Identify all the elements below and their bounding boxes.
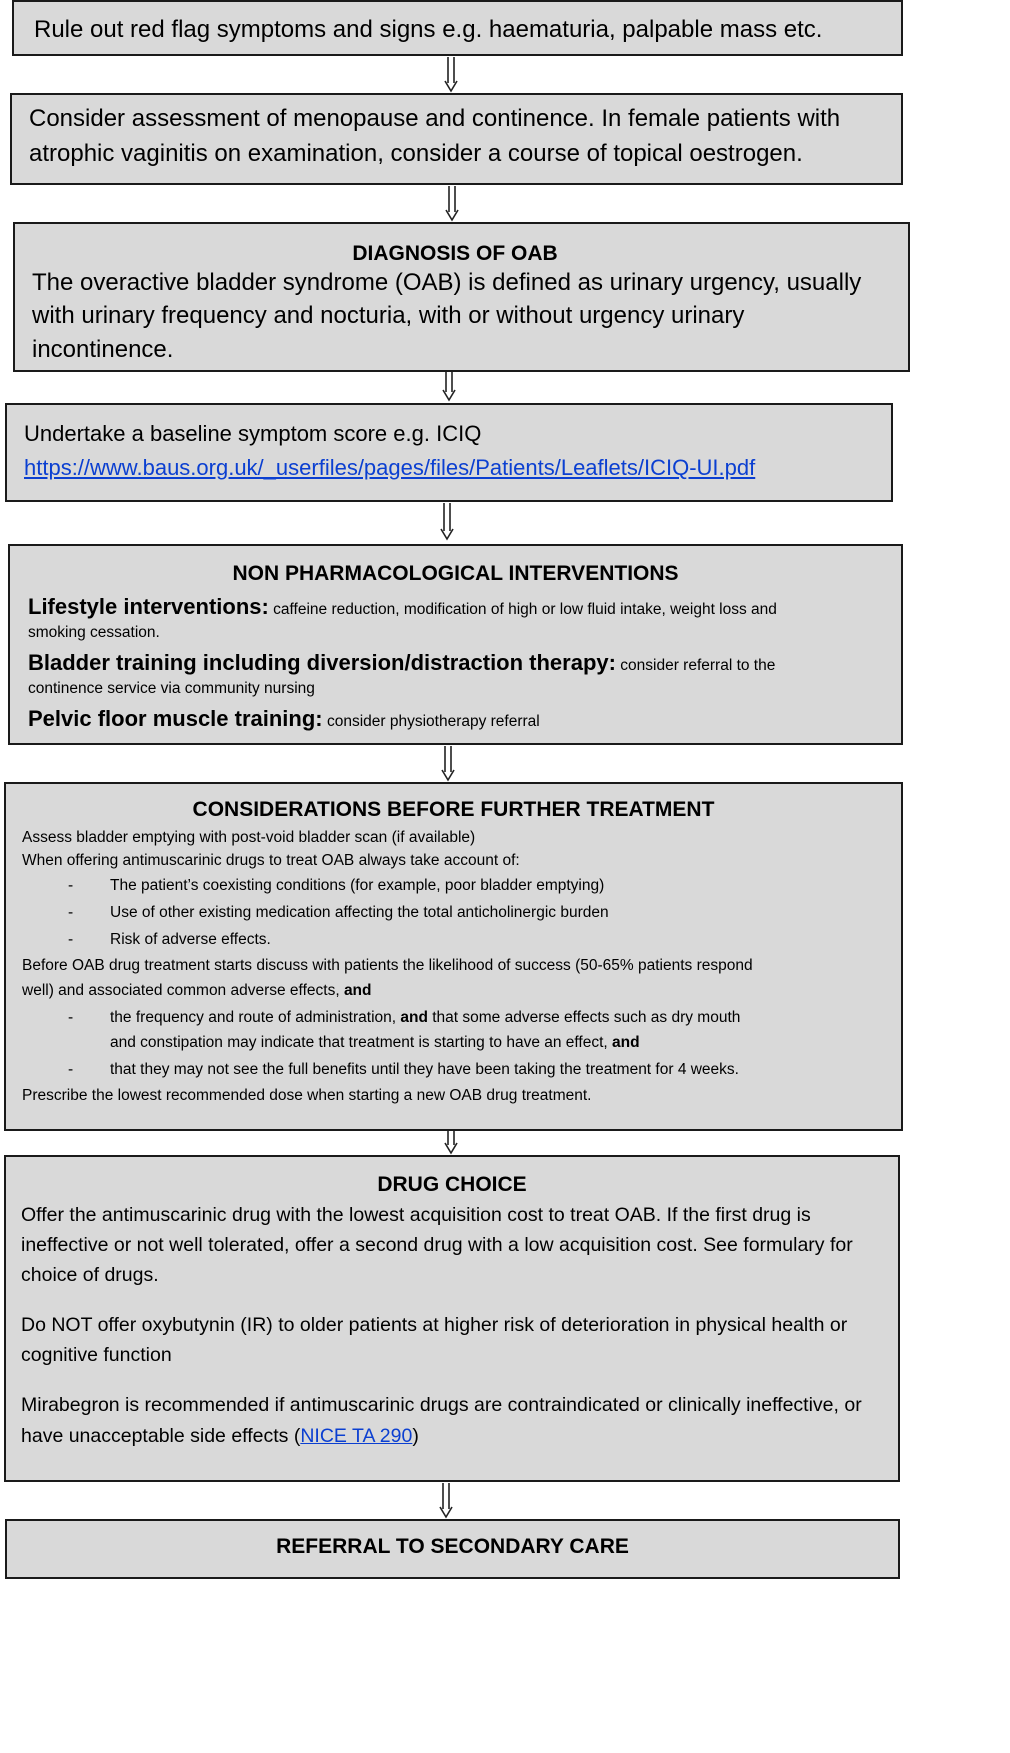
bullet-dash: -: [68, 931, 74, 948]
considerations-line1: Assess bladder emptying with post-void bladder scan (if available): [22, 829, 476, 846]
baseline-text: Undertake a baseline symptom score e.g. ICIQ: [24, 421, 482, 446]
pelvic-heading: Pelvic floor muscle training:: [28, 706, 323, 731]
diagnosis-title: DIAGNOSIS OF OAB: [352, 242, 558, 265]
step-non-pharmacological: [8, 544, 903, 745]
step-red-flags-text: Rule out red flag symptoms and signs e.g. haematuria, palpable mass etc.: [34, 16, 823, 43]
nonpharm-title: NON PHARMACOLOGICAL INTERVENTIONS: [232, 562, 679, 585]
drug-choice-p1-line1: Offer the antimuscarinic drug with the lowest acquisition cost to treat OAB. If the first drug is: [21, 1204, 811, 1226]
flow-arrow-icon: [440, 503, 454, 541]
step-red-flags: [12, 0, 903, 56]
pelvic-detail: consider physiotherapy referral: [322, 713, 540, 730]
considerations-bullet5: that they may not see the full benefits until they have been taking the treatment for 4 weeks.: [110, 1061, 739, 1078]
diagnosis-line3: incontinence.: [32, 336, 174, 363]
and-emphasis: and: [400, 1009, 428, 1026]
and-emphasis: and: [612, 1034, 640, 1051]
lifestyle-line1: [28, 594, 777, 620]
step-referral-secondary-care: [5, 1519, 900, 1579]
bullet-dash: -: [68, 877, 74, 894]
drug-choice-p3-pre: have unacceptable side effects (: [21, 1425, 301, 1447]
bullet4-part1: the frequency and route of administration,: [110, 1009, 401, 1026]
lifestyle-detail: caffeine reduction, modification of high or low fluid intake, weight loss and: [268, 601, 777, 618]
pelvic-line: [28, 706, 540, 732]
lifestyle-heading: Lifestyle interventions:: [28, 594, 269, 619]
flow-arrow-icon: [444, 1131, 458, 1155]
bullet4-part2: that some adverse effects such as dry mouth: [427, 1009, 741, 1026]
diagnosis-line2: with urinary frequency and nocturia, with or without urgency urinary: [32, 302, 745, 329]
step-menopause-assessment: [10, 93, 903, 185]
lifestyle-detail-cont: smoking cessation.: [28, 624, 160, 641]
drug-choice-p2-line2: cognitive function: [21, 1344, 172, 1366]
step-menopause-line1: Consider assessment of menopause and continence. In female patients with: [29, 105, 841, 132]
bullet-dash: -: [68, 1061, 74, 1078]
flow-arrow-icon: [441, 746, 455, 782]
and-emphasis: and: [343, 982, 372, 999]
drug-choice-p3-line1: Mirabegron is recommended if antimuscarinic drugs are contraindicated or clinically ineffective, or: [21, 1394, 862, 1416]
drug-choice-title: DRUG CHOICE: [377, 1173, 527, 1196]
considerations-bullet1: The patient’s coexisting conditions (for example, poor bladder emptying): [110, 877, 605, 894]
considerations-bullet3: Risk of adverse effects.: [110, 931, 271, 948]
considerations-bullet4: [110, 1009, 740, 1027]
bladder-line1: [28, 650, 775, 676]
considerations-line2: When offering antimuscarinic drugs to treat OAB always take account of:: [22, 852, 520, 869]
drug-choice-p3-post: ): [412, 1425, 419, 1447]
flow-arrow-icon: [442, 372, 456, 402]
bladder-detail-cont: continence service via community nursing: [28, 680, 315, 697]
drug-choice-p3-line2: [21, 1425, 419, 1448]
diagnosis-line1: The overactive bladder syndrome (OAB) is defined as urinary urgency, usually: [32, 269, 862, 296]
referral-title: REFERRAL TO SECONDARY CARE: [276, 1535, 629, 1558]
step-menopause-line2: atrophic vaginitis on examination, consider a course of topical oestrogen.: [29, 140, 803, 167]
step-diagnosis-oab: [13, 222, 910, 372]
nice-ta-290-link[interactable]: NICE TA 290: [300, 1425, 413, 1447]
step-considerations: [4, 782, 903, 1131]
bladder-heading: Bladder training including diversion/distraction therapy:: [28, 650, 616, 675]
flow-arrow-icon: [439, 1483, 453, 1519]
considerations-bullet4-cont: [110, 1034, 640, 1052]
considerations-line4: [22, 982, 372, 1000]
bladder-detail: consider referral to the: [615, 657, 776, 674]
step-drug-choice: [4, 1155, 900, 1482]
considerations-line5: Prescribe the lowest recommended dose when starting a new OAB drug treatment.: [22, 1087, 592, 1104]
step-baseline-score: [5, 403, 893, 502]
considerations-line3: Before OAB drug treatment starts discuss with patients the likelihood of success (50-65% patients respond: [22, 957, 753, 974]
considerations-title: CONSIDERATIONS BEFORE FURTHER TREATMENT: [192, 798, 715, 821]
bullet-dash: -: [68, 904, 74, 921]
bullet-dash: -: [68, 1009, 74, 1026]
iciq-leaflet-link[interactable]: https://www.baus.org.uk/_userfiles/pages/files/Patients/Leaflets/ICIQ-UI.pdf: [24, 455, 756, 480]
considerations-line4-text: well) and associated common adverse effects,: [22, 982, 344, 999]
flow-arrow-icon: [444, 57, 458, 93]
drug-choice-p1-line3: choice of drugs.: [21, 1264, 159, 1286]
bullet4-part3: and constipation may indicate that treatment is starting to have an effect,: [110, 1034, 613, 1051]
drug-choice-p1-line2: ineffective or not well tolerated, offer a second drug with a low acquisition cost. See formulary for: [21, 1234, 853, 1256]
flow-arrow-icon: [445, 186, 459, 222]
considerations-bullet2: Use of other existing medication affecting the total anticholinergic burden: [110, 904, 609, 921]
drug-choice-p2-line1: Do NOT offer oxybutynin (IR) to older patients at higher risk of deterioration in physical health or: [21, 1314, 848, 1336]
